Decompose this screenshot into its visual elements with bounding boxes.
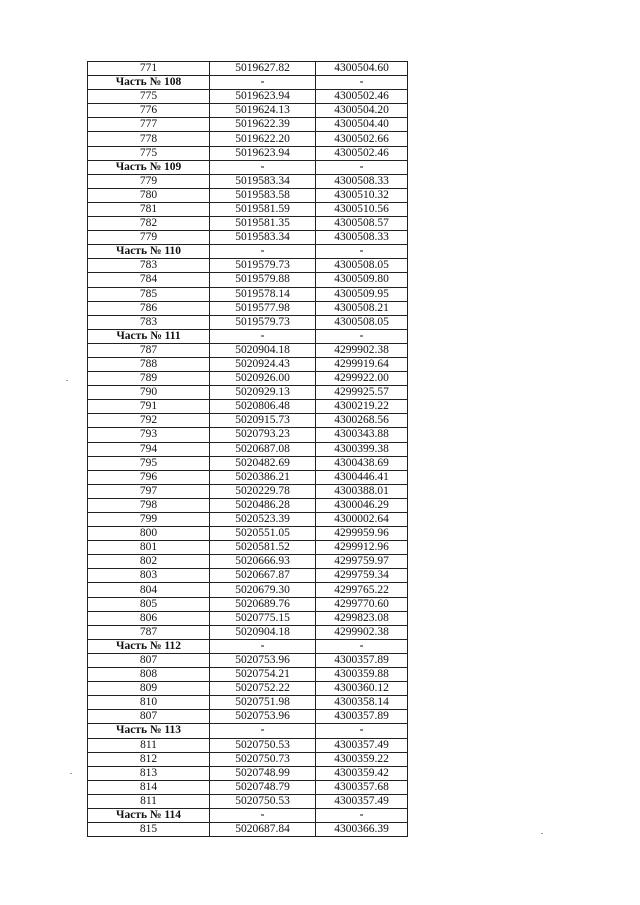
- point-number-cell: 802: [88, 555, 210, 569]
- y-coordinate-cell: -: [316, 724, 408, 738]
- y-coordinate-cell: 4300002.64: [316, 513, 408, 527]
- point-number-cell: 787: [88, 343, 210, 357]
- x-coordinate-cell: 5020689.76: [210, 597, 316, 611]
- y-coordinate-cell: 4300357.49: [316, 794, 408, 808]
- x-coordinate-cell: 5020754.21: [210, 668, 316, 682]
- point-number-cell: 799: [88, 513, 210, 527]
- table-row: [88, 90, 408, 104]
- y-coordinate-cell: 4300388.01: [316, 484, 408, 498]
- x-coordinate-cell: 5020775.15: [210, 611, 316, 625]
- table-row: [88, 794, 408, 808]
- coordinates-table-body: [88, 62, 408, 837]
- part-label-cell: Часть № 114: [88, 808, 210, 822]
- x-coordinate-cell: 5019579.88: [210, 273, 316, 287]
- x-coordinate-cell: 5019627.82: [210, 62, 316, 76]
- point-number-cell: 809: [88, 682, 210, 696]
- table-row: [88, 414, 408, 428]
- x-coordinate-cell: 5020753.96: [210, 710, 316, 724]
- point-number-cell: 795: [88, 456, 210, 470]
- table-row: [88, 146, 408, 160]
- table-row: [88, 611, 408, 625]
- point-number-cell: 814: [88, 780, 210, 794]
- table-row: [88, 188, 408, 202]
- part-label-cell: Часть № 111: [88, 329, 210, 343]
- point-number-cell: 800: [88, 527, 210, 541]
- table-row: [88, 273, 408, 287]
- y-coordinate-cell: 4299912.96: [316, 541, 408, 555]
- table-row: [88, 752, 408, 766]
- y-coordinate-cell: 4300509.95: [316, 287, 408, 301]
- x-coordinate-cell: 5020750.53: [210, 738, 316, 752]
- table-row: [88, 400, 408, 414]
- x-coordinate-cell: 5019581.35: [210, 217, 316, 231]
- y-coordinate-cell: 4299765.22: [316, 583, 408, 597]
- table-row: [88, 583, 408, 597]
- table-row: [88, 484, 408, 498]
- point-number-cell: 788: [88, 357, 210, 371]
- table-row: [88, 62, 408, 76]
- y-coordinate-cell: 4300359.88: [316, 668, 408, 682]
- point-number-cell: 782: [88, 217, 210, 231]
- coordinates-table: [87, 61, 408, 837]
- y-coordinate-cell: 4299925.57: [316, 386, 408, 400]
- point-number-cell: 798: [88, 498, 210, 512]
- point-number-cell: 804: [88, 583, 210, 597]
- point-number-cell: 786: [88, 301, 210, 315]
- y-coordinate-cell: 4300508.33: [316, 174, 408, 188]
- x-coordinate-cell: 5020904.18: [210, 343, 316, 357]
- point-number-cell: 778: [88, 132, 210, 146]
- scan-mark: [70, 773, 72, 774]
- y-coordinate-cell: 4300359.42: [316, 766, 408, 780]
- table-row: [88, 597, 408, 611]
- y-coordinate-cell: 4300502.46: [316, 146, 408, 160]
- table-row: [88, 118, 408, 132]
- y-coordinate-cell: -: [316, 329, 408, 343]
- point-number-cell: 796: [88, 470, 210, 484]
- table-row: [88, 569, 408, 583]
- y-coordinate-cell: 4300508.05: [316, 259, 408, 273]
- point-number-cell: 794: [88, 442, 210, 456]
- point-number-cell: 771: [88, 62, 210, 76]
- table-row: [88, 231, 408, 245]
- table-row: [88, 668, 408, 682]
- y-coordinate-cell: 4299959.96: [316, 527, 408, 541]
- y-coordinate-cell: 4300357.89: [316, 653, 408, 667]
- x-coordinate-cell: 5020904.18: [210, 625, 316, 639]
- x-coordinate-cell: 5020581.52: [210, 541, 316, 555]
- table-row: [88, 104, 408, 118]
- table-row: [88, 372, 408, 386]
- table-row: [88, 766, 408, 780]
- x-coordinate-cell: 5019579.73: [210, 315, 316, 329]
- x-coordinate-cell: 5019579.73: [210, 259, 316, 273]
- x-coordinate-cell: 5019624.13: [210, 104, 316, 118]
- table-row: [88, 315, 408, 329]
- x-coordinate-cell: 5019622.20: [210, 132, 316, 146]
- point-number-cell: 812: [88, 752, 210, 766]
- y-coordinate-cell: -: [316, 639, 408, 653]
- y-coordinate-cell: 4300360.12: [316, 682, 408, 696]
- part-header-row: [88, 160, 408, 174]
- y-coordinate-cell: 4300504.60: [316, 62, 408, 76]
- table-row: [88, 174, 408, 188]
- part-header-row: [88, 808, 408, 822]
- table-row: [88, 625, 408, 639]
- point-number-cell: 779: [88, 231, 210, 245]
- point-number-cell: 810: [88, 696, 210, 710]
- x-coordinate-cell: -: [210, 76, 316, 90]
- y-coordinate-cell: 4299823.08: [316, 611, 408, 625]
- point-number-cell: 781: [88, 202, 210, 216]
- point-number-cell: 811: [88, 794, 210, 808]
- x-coordinate-cell: -: [210, 329, 316, 343]
- point-number-cell: 776: [88, 104, 210, 118]
- x-coordinate-cell: 5020793.23: [210, 428, 316, 442]
- table-row: [88, 682, 408, 696]
- point-number-cell: 807: [88, 710, 210, 724]
- x-coordinate-cell: -: [210, 808, 316, 822]
- y-coordinate-cell: 4299919.64: [316, 357, 408, 371]
- y-coordinate-cell: 4300366.39: [316, 823, 408, 837]
- point-number-cell: 780: [88, 188, 210, 202]
- y-coordinate-cell: 4300502.66: [316, 132, 408, 146]
- y-coordinate-cell: 4299759.34: [316, 569, 408, 583]
- y-coordinate-cell: 4300399.38: [316, 442, 408, 456]
- x-coordinate-cell: 5020229.78: [210, 484, 316, 498]
- x-coordinate-cell: 5020667.87: [210, 569, 316, 583]
- table-row: [88, 357, 408, 371]
- point-number-cell: 801: [88, 541, 210, 555]
- point-number-cell: 797: [88, 484, 210, 498]
- table-row: [88, 498, 408, 512]
- table-row: [88, 823, 408, 837]
- table-row: [88, 513, 408, 527]
- table-row: [88, 527, 408, 541]
- x-coordinate-cell: -: [210, 639, 316, 653]
- table-row: [88, 217, 408, 231]
- scan-mark: [541, 833, 543, 834]
- x-coordinate-cell: 5020666.93: [210, 555, 316, 569]
- point-number-cell: 791: [88, 400, 210, 414]
- x-coordinate-cell: 5020751.98: [210, 696, 316, 710]
- y-coordinate-cell: 4300509.80: [316, 273, 408, 287]
- x-coordinate-cell: 5020806.48: [210, 400, 316, 414]
- table-row: [88, 132, 408, 146]
- table-row: [88, 343, 408, 357]
- y-coordinate-cell: -: [316, 160, 408, 174]
- point-number-cell: 806: [88, 611, 210, 625]
- y-coordinate-cell: 4300508.05: [316, 315, 408, 329]
- x-coordinate-cell: 5019623.94: [210, 146, 316, 160]
- x-coordinate-cell: 5020750.73: [210, 752, 316, 766]
- y-coordinate-cell: 4300358.14: [316, 696, 408, 710]
- y-coordinate-cell: 4300510.56: [316, 202, 408, 216]
- x-coordinate-cell: 5020753.96: [210, 653, 316, 667]
- x-coordinate-cell: 5020679.30: [210, 583, 316, 597]
- point-number-cell: 807: [88, 653, 210, 667]
- y-coordinate-cell: 4299770.60: [316, 597, 408, 611]
- part-label-cell: Часть № 110: [88, 245, 210, 259]
- part-label-cell: Часть № 113: [88, 724, 210, 738]
- point-number-cell: 815: [88, 823, 210, 837]
- table-row: [88, 442, 408, 456]
- y-coordinate-cell: 4300268.56: [316, 414, 408, 428]
- point-number-cell: 793: [88, 428, 210, 442]
- part-header-row: [88, 76, 408, 90]
- y-coordinate-cell: 4300357.68: [316, 780, 408, 794]
- point-number-cell: 811: [88, 738, 210, 752]
- point-number-cell: 783: [88, 315, 210, 329]
- point-number-cell: 783: [88, 259, 210, 273]
- x-coordinate-cell: 5019583.58: [210, 188, 316, 202]
- table-row: [88, 456, 408, 470]
- x-coordinate-cell: 5020523.39: [210, 513, 316, 527]
- point-number-cell: 792: [88, 414, 210, 428]
- table-row: [88, 287, 408, 301]
- y-coordinate-cell: 4299922.00: [316, 372, 408, 386]
- point-number-cell: 777: [88, 118, 210, 132]
- table-row: [88, 710, 408, 724]
- point-number-cell: 784: [88, 273, 210, 287]
- point-number-cell: 775: [88, 90, 210, 104]
- scan-mark: [66, 380, 68, 381]
- part-header-row: [88, 724, 408, 738]
- x-coordinate-cell: 5020486.28: [210, 498, 316, 512]
- point-number-cell: 805: [88, 597, 210, 611]
- x-coordinate-cell: 5020915.73: [210, 414, 316, 428]
- x-coordinate-cell: -: [210, 245, 316, 259]
- y-coordinate-cell: -: [316, 245, 408, 259]
- x-coordinate-cell: 5020687.08: [210, 442, 316, 456]
- x-coordinate-cell: 5020752.22: [210, 682, 316, 696]
- y-coordinate-cell: 4300504.40: [316, 118, 408, 132]
- y-coordinate-cell: 4300508.33: [316, 231, 408, 245]
- point-number-cell: 803: [88, 569, 210, 583]
- table-row: [88, 202, 408, 216]
- y-coordinate-cell: 4300343.88: [316, 428, 408, 442]
- x-coordinate-cell: 5020748.79: [210, 780, 316, 794]
- table-row: [88, 259, 408, 273]
- x-coordinate-cell: 5019578.14: [210, 287, 316, 301]
- part-label-cell: Часть № 108: [88, 76, 210, 90]
- x-coordinate-cell: 5020687.84: [210, 823, 316, 837]
- part-header-row: [88, 639, 408, 653]
- point-number-cell: 813: [88, 766, 210, 780]
- x-coordinate-cell: 5019583.34: [210, 231, 316, 245]
- y-coordinate-cell: 4299759.97: [316, 555, 408, 569]
- x-coordinate-cell: 5020750.53: [210, 794, 316, 808]
- y-coordinate-cell: 4299902.38: [316, 343, 408, 357]
- y-coordinate-cell: 4299902.38: [316, 625, 408, 639]
- point-number-cell: 787: [88, 625, 210, 639]
- x-coordinate-cell: 5020386.21: [210, 470, 316, 484]
- table-row: [88, 555, 408, 569]
- y-coordinate-cell: 4300446.41: [316, 470, 408, 484]
- table-row: [88, 780, 408, 794]
- point-number-cell: 790: [88, 386, 210, 400]
- x-coordinate-cell: 5020926.00: [210, 372, 316, 386]
- table-row: [88, 428, 408, 442]
- table-row: [88, 386, 408, 400]
- y-coordinate-cell: -: [316, 808, 408, 822]
- x-coordinate-cell: 5019577.98: [210, 301, 316, 315]
- table-row: [88, 653, 408, 667]
- y-coordinate-cell: 4300508.57: [316, 217, 408, 231]
- x-coordinate-cell: -: [210, 724, 316, 738]
- y-coordinate-cell: 4300504.20: [316, 104, 408, 118]
- table-row: [88, 738, 408, 752]
- point-number-cell: 789: [88, 372, 210, 386]
- x-coordinate-cell: 5019581.59: [210, 202, 316, 216]
- y-coordinate-cell: 4300508.21: [316, 301, 408, 315]
- x-coordinate-cell: -: [210, 160, 316, 174]
- y-coordinate-cell: 4300219.22: [316, 400, 408, 414]
- x-coordinate-cell: 5020924.43: [210, 357, 316, 371]
- point-number-cell: 775: [88, 146, 210, 160]
- y-coordinate-cell: 4300438.69: [316, 456, 408, 470]
- part-label-cell: Часть № 112: [88, 639, 210, 653]
- x-coordinate-cell: 5020929.13: [210, 386, 316, 400]
- point-number-cell: 785: [88, 287, 210, 301]
- part-label-cell: Часть № 109: [88, 160, 210, 174]
- y-coordinate-cell: 4300359.22: [316, 752, 408, 766]
- y-coordinate-cell: -: [316, 76, 408, 90]
- point-number-cell: 779: [88, 174, 210, 188]
- x-coordinate-cell: 5019622.39: [210, 118, 316, 132]
- x-coordinate-cell: 5019583.34: [210, 174, 316, 188]
- x-coordinate-cell: 5020482.69: [210, 456, 316, 470]
- point-number-cell: 808: [88, 668, 210, 682]
- y-coordinate-cell: 4300357.49: [316, 738, 408, 752]
- x-coordinate-cell: 5020551.05: [210, 527, 316, 541]
- table-row: [88, 301, 408, 315]
- part-header-row: [88, 329, 408, 343]
- x-coordinate-cell: 5019623.94: [210, 90, 316, 104]
- part-header-row: [88, 245, 408, 259]
- table-row: [88, 541, 408, 555]
- y-coordinate-cell: 4300510.32: [316, 188, 408, 202]
- table-row: [88, 696, 408, 710]
- y-coordinate-cell: 4300502.46: [316, 90, 408, 104]
- y-coordinate-cell: 4300046.29: [316, 498, 408, 512]
- x-coordinate-cell: 5020748.99: [210, 766, 316, 780]
- table-row: [88, 470, 408, 484]
- y-coordinate-cell: 4300357.89: [316, 710, 408, 724]
